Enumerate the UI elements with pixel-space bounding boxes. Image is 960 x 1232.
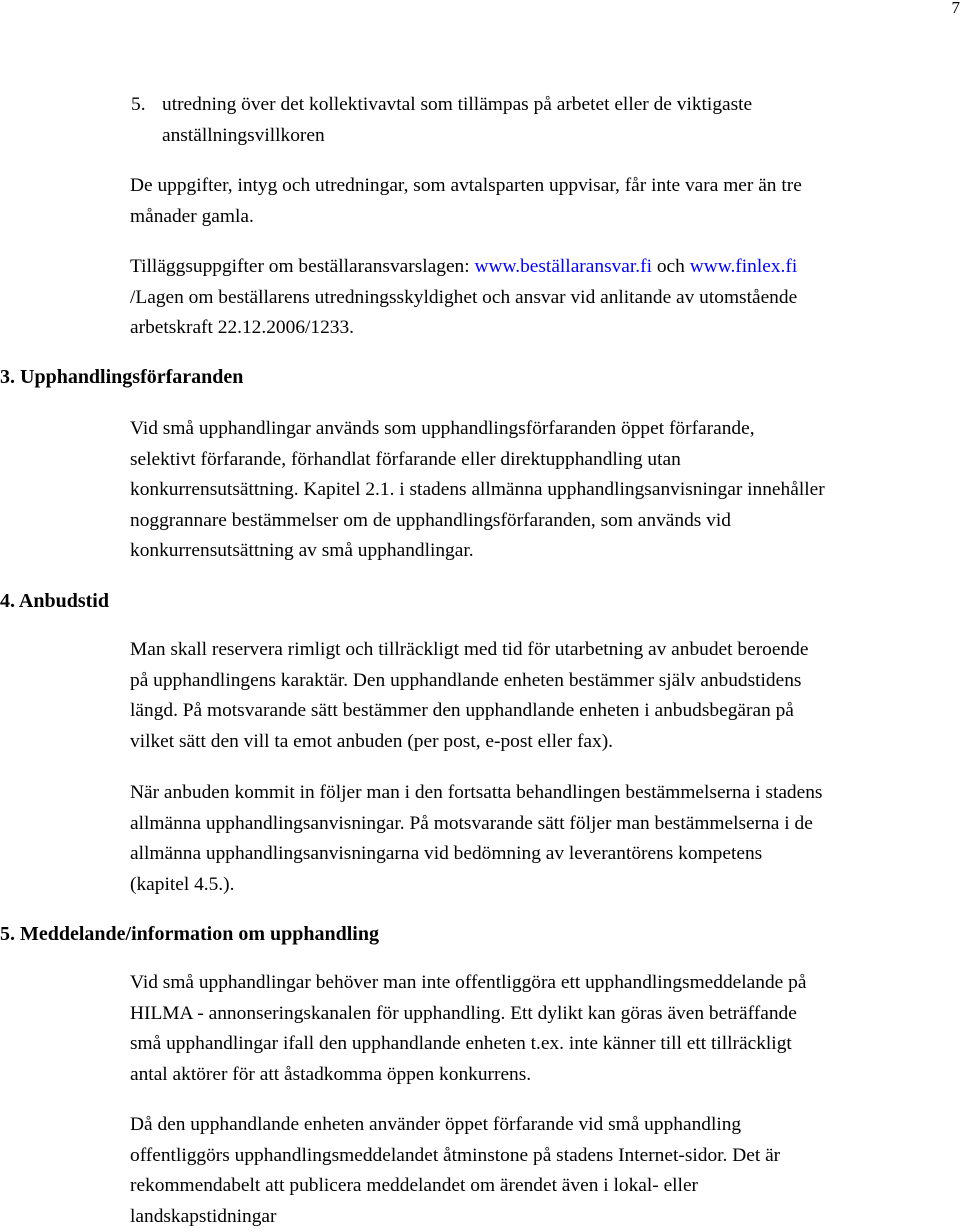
- text-line: anställningsvillkoren: [162, 121, 752, 152]
- text-line: De uppgifter, intyg och utredningar, som avtalsparten uppvisar, får inte vara mer än tre: [130, 171, 802, 202]
- text-segment: Tilläggsuppgifter om beställaransvarslagen:: [130, 256, 474, 277]
- text-line: Vid små upphandlingar behöver man inte offentliggöra ett upphandlingsmeddelande på: [130, 968, 806, 999]
- paragraph-tender-period: [130, 635, 808, 757]
- text-line: arbetskraft 22.12.2006/1233.: [130, 313, 797, 344]
- text-line: Vid små upphandlingar används som upphandlingsförfaranden öppet förfarande,: [130, 414, 825, 445]
- text-line: landskapstidningar: [130, 1202, 780, 1232]
- text-line: selektivt förfarande, förhandlat förfarande eller direktupphandling utan: [130, 445, 825, 476]
- text-line: När anbuden kommit in följer man i den fortsatta behandlingen bestämmelserna i stadens: [130, 778, 822, 809]
- heading-section-4: 4. Anbudstid: [0, 590, 109, 613]
- text-line: antal aktörer för att åstadkomma öppen konkurrens.: [130, 1060, 806, 1091]
- link-bestallaransvar[interactable]: www.beställaransvar.fi: [474, 256, 652, 277]
- paragraph-announcement: [130, 968, 806, 1090]
- text-line: allmänna upphandlingsanvisningarna vid bedömning av leverantörens kompetens: [130, 839, 822, 870]
- text-line: små upphandlingar ifall den upphandlande enheten t.ex. inte känner till ett tillräckligt: [130, 1029, 806, 1060]
- text-line: allmänna upphandlingsanvisningar. På motsvarande sätt följer man bestämmelserna i de: [130, 809, 822, 840]
- heading-section-3: 3. Upphandlingsförfaranden: [0, 366, 243, 389]
- text-segment: och: [652, 256, 690, 277]
- paragraph-procurement-procedures: [130, 414, 825, 567]
- text-line: Då den upphandlande enheten använder öppet förfarande vid små upphandling: [130, 1110, 780, 1141]
- list-item-number: 5.: [131, 90, 146, 121]
- text-line: (kapitel 4.5.).: [130, 870, 822, 901]
- link-finlex[interactable]: www.finlex.fi: [690, 256, 798, 277]
- paragraph-tender-processing: [130, 778, 822, 900]
- text-line: noggrannare bestämmelser om de upphandlingsförfaranden, som används vid: [130, 506, 825, 537]
- text-line: offentliggörs upphandlingsmeddelandet åtminstone på stadens Internet-sidor. Det är: [130, 1141, 780, 1172]
- text-line: rekommendabelt att publicera meddelandet om ärendet även i lokal- eller: [130, 1171, 780, 1202]
- text-line: längd. På motsvarande sätt bestämmer den upphandlande enheten i anbudsbegäran på: [130, 696, 808, 727]
- text-line: utredning över det kollektivavtal som tillämpas på arbetet eller de viktigaste: [162, 90, 752, 121]
- paragraph-additional-info: [130, 252, 797, 344]
- text-line: HILMA - annonseringskanalen för upphandling. Ett dylikt kan göras även beträffande: [130, 999, 806, 1030]
- text-line: månader gamla.: [130, 202, 802, 233]
- page-number: 7: [952, 0, 960, 18]
- heading-section-5: 5. Meddelande/information om upphandling: [0, 923, 379, 946]
- paragraph-document-age: [130, 171, 802, 232]
- text-line: på upphandlingens karaktär. Den upphandlande enheten bestämmer själv anbudstidens: [130, 666, 808, 697]
- text-line: konkurrensutsättning av små upphandlingar.: [130, 536, 825, 567]
- text-line: [130, 252, 797, 283]
- text-line: /Lagen om beställarens utredningsskyldighet och ansvar vid anlitande av utomstående: [130, 283, 797, 314]
- paragraph-open-procedure-publication: [130, 1110, 780, 1232]
- text-line: konkurrensutsättning. Kapitel 2.1. i stadens allmänna upphandlingsanvisningar innehåller: [130, 475, 825, 506]
- list-item-employment-terms: [162, 90, 752, 151]
- text-line: vilket sätt den vill ta emot anbuden (per post, e-post eller fax).: [130, 727, 808, 758]
- text-line: Man skall reservera rimligt och tillräckligt med tid för utarbetning av anbudet beroende: [130, 635, 808, 666]
